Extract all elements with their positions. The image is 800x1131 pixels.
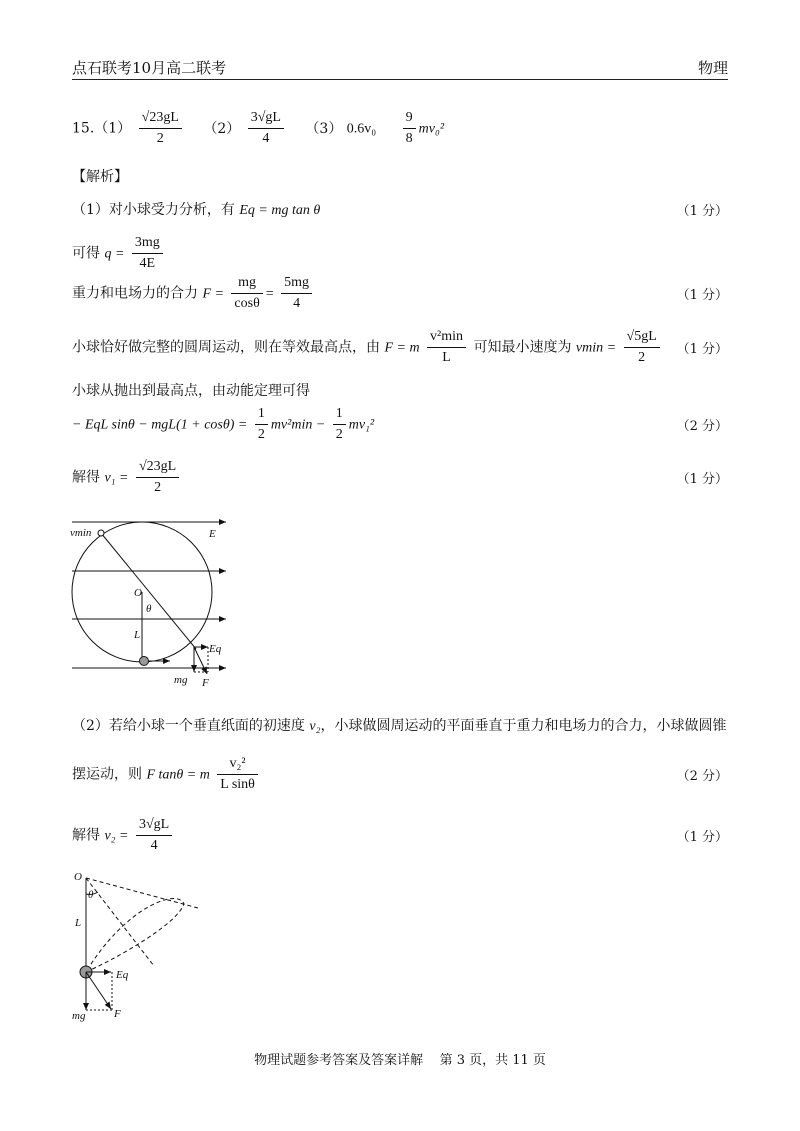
answer-3a: 0.6v₀ [346, 121, 377, 137]
step-4-text: 小球恰好做完整的圆周运动，则在等效最高点，由 [72, 339, 380, 356]
step-1 [72, 199, 320, 219]
part-1-label: （1） [94, 120, 132, 137]
step-10-denominator: 4 [150, 838, 158, 853]
step-9-score: （2 分） [676, 769, 728, 784]
step-8-text-b: ，小球做圆周运动的平面垂直于重力和电场力的合力，小球做圆锥 [320, 718, 727, 734]
header-exam-title: 点石联考10月高二联考 [72, 59, 227, 77]
answer-2 [248, 108, 284, 149]
f-arrow [194, 647, 207, 674]
step-6-fraction-1 [255, 404, 268, 445]
step-4-score: （1 分） [676, 342, 728, 357]
label-theta-2: θ [88, 889, 94, 901]
answer-3b [403, 108, 416, 149]
step-3-score: （1 分） [676, 288, 728, 303]
step-6-lhs: − EqL sinθ − mgL(1 + cosθ) = [72, 417, 248, 433]
answer-2-numerator: 3√gL [248, 108, 284, 129]
answers-line [72, 108, 444, 149]
step-9-numerator: v₂² [217, 754, 258, 775]
answer-2-denominator: 4 [262, 131, 270, 146]
step-3-fraction-2 [281, 273, 312, 314]
label-eq: Eq [209, 643, 222, 655]
step-9-lhs: F tanθ = m [146, 767, 210, 783]
label-mg: mg [174, 674, 188, 686]
step-4-numerator-1: v²min [427, 327, 466, 348]
answer-1 [139, 108, 182, 149]
step-4-numerator-2: √5gL [624, 327, 660, 348]
step-6-fraction-2 [333, 404, 346, 445]
step-6-f1-numerator: 1 [255, 404, 268, 425]
step-3-numerator-1: mg [231, 273, 262, 294]
step-7-text: 解得 [72, 469, 100, 486]
step-2 [72, 233, 166, 274]
answer-3b-denominator: 8 [405, 131, 413, 146]
step-3-denominator-2: 4 [293, 296, 301, 311]
analysis-label: 【解析】 [72, 169, 128, 185]
step-3-lhs: F = [202, 286, 224, 302]
step-7-numerator: √23gL [136, 457, 179, 478]
step-6-f1-denominator: 2 [257, 427, 265, 442]
figure-2-conical-pendulum [66, 866, 216, 1026]
step-3-denominator-1: cosθ [234, 296, 260, 311]
step-10-fraction [136, 815, 172, 856]
step-4-fraction-1 [427, 327, 466, 368]
label-f-2: F [114, 1008, 121, 1020]
step-3-equals: = [265, 286, 274, 302]
step-6-tail: mv₁² [348, 417, 375, 433]
page-footer: 物理试题参考答案及答案详解 第 3 页，共 11 页 [254, 1053, 546, 1068]
question-number: 15. [72, 120, 95, 137]
step-3-text: 重力和电场力的合力 [72, 285, 198, 302]
answer-1-denominator: 2 [156, 131, 164, 146]
step-2-text: 可得 [72, 245, 100, 262]
step-8-var: v₂ [309, 719, 321, 734]
answer-3b-numerator: 9 [403, 108, 416, 129]
step-3 [72, 273, 315, 314]
ball-icon [140, 657, 149, 666]
label-theta: θ [146, 603, 152, 615]
step-7-denominator: 2 [154, 480, 162, 495]
step-7-fraction [136, 457, 179, 498]
top-point-icon [98, 530, 104, 536]
step-2-denominator: 4E [139, 256, 156, 271]
f-arrow-2 [86, 972, 111, 1009]
step-7-lhs: v₁ = [104, 470, 129, 486]
step-4-denominator-2: 2 [638, 350, 646, 365]
step-9-denominator: L sinθ [220, 777, 255, 792]
step-6-f2-denominator: 2 [335, 427, 343, 442]
step-4-fraction-2 [624, 327, 660, 368]
step-1-score: （1 分） [676, 204, 728, 219]
step-10-lhs: v₂ = [104, 828, 129, 844]
diameter-line [101, 533, 196, 649]
label-l: L [134, 629, 141, 641]
step-10 [72, 815, 175, 856]
step-7-score: （1 分） [676, 472, 728, 487]
part-2-label: （2） [203, 120, 241, 137]
orbit-ellipse [86, 899, 184, 972]
header-divider [72, 79, 728, 80]
cone-edge-dash [86, 878, 198, 908]
step-2-numerator: 3mg [132, 233, 163, 254]
figure-1-circular-motion [66, 514, 236, 690]
label-l-2: L [75, 917, 82, 929]
step-4-vmin: vmin = [575, 340, 617, 356]
step-5-text: 小球从抛出到最高点，由动能定理可得 [72, 383, 310, 399]
step-10-numerator: 3√gL [136, 815, 172, 836]
step-4-lhs: F = m [384, 340, 420, 356]
answer-3b-tail: mv₀² [418, 121, 445, 137]
part-3-label: （3） [305, 120, 343, 137]
step-4-mid-text: 可知最小速度为 [473, 339, 572, 356]
step-8 [72, 715, 726, 735]
label-vmin: vmin [70, 527, 92, 539]
step-8-text-a: （2）若给小球一个垂直纸面的初速度 [72, 718, 305, 734]
header-subject: 物理 [697, 59, 728, 77]
label-o-2: O [74, 871, 82, 883]
answer-1-numerator: √23gL [139, 108, 182, 129]
axis-dash [86, 878, 154, 966]
step-9-text: 摆运动，则 [72, 766, 142, 783]
step-4-denominator-1: L [442, 350, 451, 365]
step-3-numerator-2: 5mg [281, 273, 312, 294]
label-e: E [209, 528, 216, 540]
step-7 [72, 457, 182, 498]
step-6-f2-numerator: 1 [333, 404, 346, 425]
step-4 [72, 327, 663, 368]
step-10-text: 解得 [72, 827, 100, 844]
step-6-mid: mv²min − [270, 417, 326, 433]
step-2-fraction [132, 233, 163, 274]
label-mg-2: mg [72, 1010, 86, 1022]
step-2-lhs: q = [104, 246, 125, 262]
step-1-text: （1）对小球受力分析，有 [72, 202, 235, 218]
step-9 [72, 754, 261, 795]
step-10-score: （1 分） [676, 830, 728, 845]
step-6-score: （2 分） [676, 419, 728, 434]
label-eq-2: Eq [116, 969, 129, 981]
label-o: O [134, 587, 142, 599]
step-1-math: Eq = mg tan θ [239, 203, 321, 218]
step-6 [72, 404, 374, 445]
step-9-fraction [217, 754, 258, 795]
step-3-fraction-1 [231, 273, 262, 314]
label-f: F [202, 677, 209, 689]
